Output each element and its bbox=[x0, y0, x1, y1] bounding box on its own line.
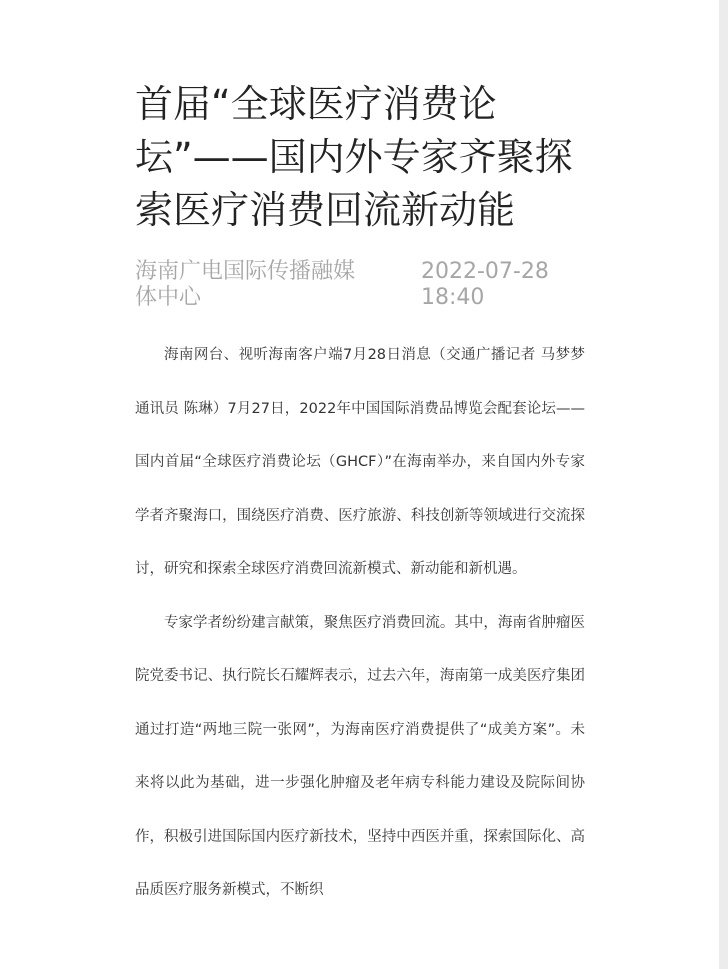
article-source: 海南广电国际传播融媒体中心 bbox=[135, 259, 356, 310]
article-paragraph: 专家学者纷纷建言献策，聚焦医疗消费回流。其中，海南省肿瘤医院党委书记、执行院长石耀辉表示，过去六年，海南第一成美医疗集团通过打造“两地三院一张网”，为海南医疗消费提供了“成美方案”。未来将以此为基础，进一步强化肿瘤及老年病专科能力建设及院际间协作，积极引进国际国内医疗新技术，坚持中西医并重，探索国际化、高品质医疗服务新模式，不断织 bbox=[135, 614, 585, 898]
article-title: 首届“全球医疗消费论坛”——国内外专家齐聚探索医疗消费回流新动能 bbox=[135, 82, 573, 232]
vertical-scrollbar[interactable] bbox=[719, 0, 728, 969]
article-body bbox=[135, 329, 585, 918]
article-paragraph: 海南网台、视听海南客户端7月28日消息（交通广播记者 马梦梦 通讯员 陈琳）7月27日，2022年中国国际消费品博览会配套论坛——国内首届“全球医疗消费论坛（GHCF）”在海南举办，来自国内外专家学者齐聚海口，围绕医疗消费、医疗旅游、科技创新等领域进行交流探讨，研究和探索全球医疗消费回流新模式、新动能和新机遇。 bbox=[135, 347, 585, 577]
article bbox=[135, 78, 585, 918]
article-meta bbox=[135, 259, 585, 311]
article-datetime: 2022-07-28 18:40 bbox=[421, 259, 549, 310]
